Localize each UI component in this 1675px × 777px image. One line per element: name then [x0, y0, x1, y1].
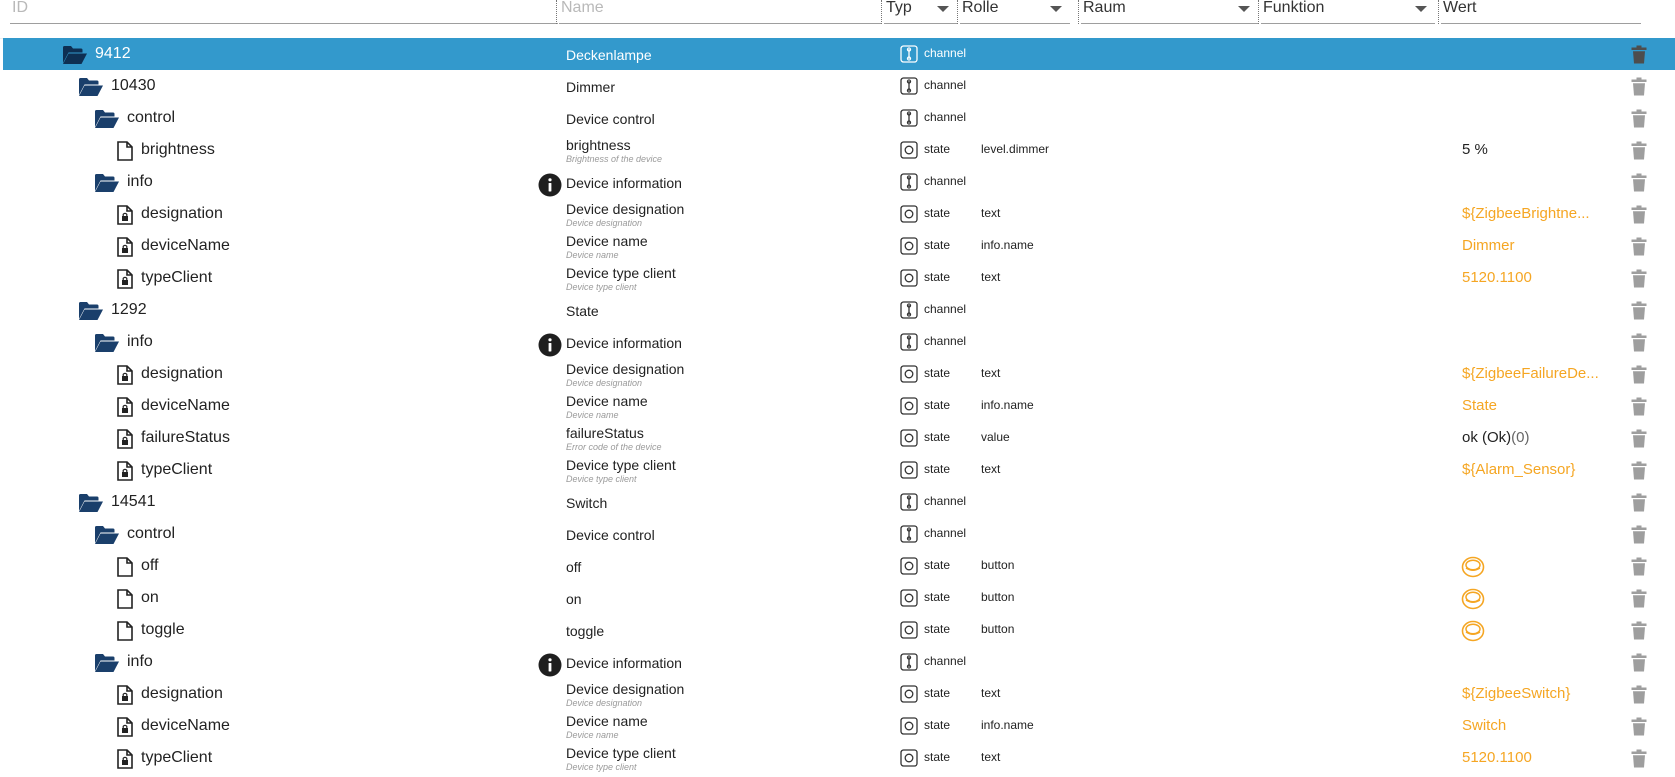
object-value[interactable] [1462, 749, 1532, 767]
trash-icon[interactable] [1631, 557, 1647, 576]
object-name: Device information [566, 655, 682, 671]
object-id: designation [141, 365, 223, 382]
folder-open-icon[interactable] [94, 333, 120, 353]
object-description: Device type client [566, 282, 637, 292]
object-id: typeClient [141, 461, 213, 478]
push-button-icon[interactable] [1461, 587, 1485, 611]
column-separator[interactable] [957, 0, 958, 24]
object-value[interactable] [1462, 237, 1515, 255]
object-tree [0, 26, 1675, 777]
table-row[interactable] [3, 486, 1675, 518]
table-row[interactable] [3, 646, 1675, 678]
object-role: button [981, 590, 1015, 604]
object-name: Device information [566, 335, 682, 351]
object-value[interactable] [1462, 141, 1488, 159]
object-description: Device designation [566, 378, 643, 388]
trash-icon[interactable] [1631, 493, 1647, 512]
file-lock-icon[interactable] [113, 365, 139, 385]
object-id: info [127, 173, 153, 190]
value-text: Dimmer [1462, 237, 1515, 254]
header-name-filter-input[interactable]: Name [559, 0, 881, 24]
value-text: ok (Ok) [1462, 429, 1512, 446]
channel-icon [900, 493, 918, 511]
info-icon[interactable] [538, 173, 562, 197]
object-role: value [981, 430, 1010, 444]
object-type: channel [924, 654, 967, 668]
object-description: Error code of the device [566, 442, 662, 452]
trash-icon[interactable] [1631, 205, 1647, 224]
trash-icon[interactable] [1631, 429, 1647, 448]
state-icon [900, 589, 918, 607]
value-text: ${ZigbeeBrightne... [1462, 205, 1590, 222]
trash-icon[interactable] [1631, 525, 1647, 544]
header-wert-label: Wert [1441, 0, 1641, 24]
trash-icon[interactable] [1631, 77, 1647, 96]
trash-icon[interactable] [1631, 365, 1647, 384]
column-separator[interactable] [1258, 0, 1259, 24]
value-text: 5120.1100 [1462, 269, 1532, 286]
object-type: state [924, 206, 951, 220]
state-icon [900, 685, 918, 703]
channel-icon [900, 301, 918, 319]
value-text: 5 % [1462, 141, 1488, 158]
file-icon[interactable] [113, 589, 139, 609]
trash-icon[interactable] [1631, 269, 1647, 288]
trash-icon[interactable] [1631, 749, 1647, 768]
value-text: ${Alarm_Sensor} [1462, 461, 1576, 478]
value-text: ${ZigbeeFailureDe... [1462, 365, 1599, 382]
trash-icon[interactable] [1631, 397, 1647, 416]
table-row[interactable] [3, 454, 1675, 486]
trash-icon[interactable] [1631, 589, 1647, 608]
trash-icon[interactable] [1631, 621, 1647, 640]
object-id: deviceName [141, 397, 230, 414]
object-role: button [981, 622, 1015, 636]
object-id: off [141, 557, 159, 574]
folder-open-icon[interactable] [94, 173, 120, 193]
object-type: state [924, 430, 951, 444]
info-icon[interactable] [538, 653, 562, 677]
object-value[interactable] [1462, 685, 1570, 703]
header-funktion-filter-select[interactable]: Funktion [1261, 0, 1435, 24]
header-typ-filter-select[interactable]: Typ [884, 0, 957, 24]
object-name: Switch [566, 495, 608, 511]
channel-icon [900, 45, 918, 63]
object-type: state [924, 558, 951, 572]
object-type: state [924, 718, 951, 732]
object-type: channel [924, 334, 967, 348]
state-icon [900, 749, 918, 767]
value-raw: (0) [1511, 429, 1530, 446]
object-name: Deckenlampe [566, 47, 652, 63]
object-id: info [127, 333, 153, 350]
table-row[interactable] [3, 710, 1675, 742]
trash-icon[interactable] [1631, 717, 1647, 736]
file-lock-icon[interactable] [113, 461, 139, 481]
push-button-icon[interactable] [1461, 555, 1485, 579]
object-id: control [127, 109, 176, 126]
object-type: channel [924, 46, 967, 60]
object-name: Device type client [566, 457, 676, 473]
object-type: state [924, 686, 951, 700]
folder-open-icon[interactable] [78, 77, 104, 97]
channel-icon [900, 333, 918, 351]
column-separator[interactable] [881, 0, 882, 24]
object-role: text [981, 686, 1001, 700]
object-name: on [566, 591, 582, 607]
object-name: toggle [566, 623, 605, 639]
object-name: State [566, 303, 599, 319]
object-id: control [127, 525, 176, 542]
table-row[interactable] [3, 614, 1675, 646]
info-icon[interactable] [538, 333, 562, 357]
channel-icon [900, 173, 918, 191]
object-name: failureStatus [566, 425, 644, 441]
value-text: Switch [1462, 717, 1507, 734]
object-description: Device name [566, 250, 619, 260]
object-id: designation [141, 685, 223, 702]
object-role: text [981, 750, 1001, 764]
object-type: channel [924, 494, 967, 508]
channel-icon [900, 109, 918, 127]
object-id: failureStatus [141, 429, 230, 446]
object-name: Device name [566, 713, 648, 729]
header-rolle-filter-select[interactable]: Rolle [960, 0, 1070, 24]
object-id: designation [141, 205, 223, 222]
object-description: Device name [566, 730, 619, 740]
channel-icon [900, 77, 918, 95]
object-type: state [924, 750, 951, 764]
chevron-down-icon[interactable] [1415, 6, 1427, 12]
object-value[interactable] [1462, 429, 1530, 447]
object-name: Device name [566, 233, 648, 249]
value-text: 5120.1100 [1462, 749, 1532, 766]
state-icon [900, 141, 918, 159]
object-value[interactable] [1462, 717, 1506, 735]
object-name: Device name [566, 393, 648, 409]
object-name: Dimmer [566, 79, 615, 95]
object-value[interactable] [1462, 269, 1532, 287]
object-description: Device type client [566, 474, 637, 484]
file-lock-icon[interactable] [113, 397, 139, 417]
object-type: channel [924, 174, 967, 188]
file-lock-icon[interactable] [113, 269, 139, 289]
object-type: state [924, 366, 951, 380]
table-row[interactable] [3, 550, 1675, 582]
file-lock-icon[interactable] [113, 685, 139, 705]
folder-open-icon[interactable] [78, 493, 104, 513]
trash-icon[interactable] [1631, 301, 1647, 320]
file-lock-icon[interactable] [113, 205, 139, 225]
file-icon[interactable] [113, 557, 139, 577]
object-type: channel [924, 526, 967, 540]
column-separator[interactable] [556, 0, 557, 24]
folder-open-icon[interactable] [94, 109, 120, 129]
state-icon [900, 397, 918, 415]
trash-icon[interactable] [1631, 461, 1647, 480]
object-type: state [924, 590, 951, 604]
object-type: channel [924, 302, 967, 316]
trash-icon[interactable] [1631, 653, 1647, 672]
value-text: ${ZigbeeSwitch} [1462, 685, 1571, 702]
object-role: info.name [981, 398, 1034, 412]
file-lock-icon[interactable] [113, 429, 139, 449]
object-id: 10430 [111, 77, 156, 94]
object-role: button [981, 558, 1015, 572]
object-id: typeClient [141, 269, 213, 286]
table-row[interactable] [3, 70, 1675, 102]
object-id: brightness [141, 141, 215, 158]
state-icon [900, 557, 918, 575]
object-type: state [924, 462, 951, 476]
table-row[interactable] [3, 326, 1675, 358]
table-row[interactable] [3, 262, 1675, 294]
chevron-down-icon[interactable] [1050, 6, 1062, 12]
file-icon[interactable] [113, 621, 139, 641]
object-role: info.name [981, 238, 1034, 252]
state-icon [900, 621, 918, 639]
object-name: Device information [566, 175, 682, 191]
file-lock-icon[interactable] [113, 237, 139, 257]
object-type: channel [924, 78, 967, 92]
object-name: Device control [566, 527, 655, 543]
column-separator[interactable] [1438, 0, 1439, 24]
table-row[interactable] [3, 582, 1675, 614]
object-role: text [981, 462, 1001, 476]
object-type: state [924, 238, 951, 252]
file-icon[interactable] [113, 141, 139, 161]
object-role: text [981, 206, 1001, 220]
object-type: state [924, 398, 951, 412]
state-icon [900, 717, 918, 735]
trash-icon[interactable] [1631, 685, 1647, 704]
object-value[interactable] [1462, 461, 1575, 479]
object-description: Device type client [566, 762, 637, 772]
trash-icon[interactable] [1631, 45, 1647, 64]
object-name: Device designation [566, 361, 685, 377]
object-id: on [141, 589, 159, 606]
object-id: 14541 [111, 493, 156, 510]
object-role: text [981, 366, 1001, 380]
object-value[interactable] [1462, 205, 1590, 223]
state-icon [900, 205, 918, 223]
file-lock-icon[interactable] [113, 717, 139, 737]
state-icon [900, 461, 918, 479]
object-type: state [924, 270, 951, 284]
channel-icon [900, 653, 918, 671]
channel-icon [900, 525, 918, 543]
object-id: typeClient [141, 749, 213, 766]
object-type: channel [924, 110, 967, 124]
object-name: Device type client [566, 265, 676, 281]
header-id-filter-input[interactable]: ID [10, 0, 558, 24]
table-row[interactable] [3, 134, 1675, 166]
table-row[interactable] [3, 390, 1675, 422]
object-id: deviceName [141, 237, 230, 254]
object-description: Device name [566, 410, 619, 420]
value-text: State [1462, 397, 1498, 414]
trash-icon[interactable] [1631, 237, 1647, 256]
file-lock-icon[interactable] [113, 749, 139, 769]
header-raum-filter-select[interactable]: Raum [1081, 0, 1258, 24]
chevron-down-icon[interactable] [937, 6, 949, 12]
object-role: info.name [981, 718, 1034, 732]
table-row[interactable] [3, 230, 1675, 262]
object-name: Device designation [566, 201, 685, 217]
object-name: off [566, 559, 582, 575]
folder-open-icon[interactable] [94, 525, 120, 545]
object-type: state [924, 622, 951, 636]
object-description: Device designation [566, 698, 643, 708]
object-description: Brightness of the device [566, 154, 663, 164]
object-role: level.dimmer [981, 142, 1050, 156]
object-type: state [924, 142, 951, 156]
table-row[interactable] [3, 422, 1675, 454]
object-value[interactable] [1462, 365, 1599, 383]
trash-icon[interactable] [1631, 141, 1647, 160]
trash-icon[interactable] [1631, 109, 1647, 128]
trash-icon[interactable] [1631, 173, 1647, 192]
object-id: 9412 [95, 45, 131, 62]
object-value[interactable] [1462, 397, 1497, 415]
object-id: 1292 [111, 301, 147, 318]
push-button-icon[interactable] [1461, 619, 1485, 643]
table-row[interactable] [3, 742, 1675, 774]
table-row[interactable] [3, 198, 1675, 230]
object-name: Device designation [566, 681, 685, 697]
column-separator[interactable] [1078, 0, 1079, 24]
state-icon [900, 237, 918, 255]
table-header [0, 0, 1675, 26]
state-icon [900, 269, 918, 287]
folder-open-icon[interactable] [78, 301, 104, 321]
object-name: brightness [566, 137, 631, 153]
object-id: deviceName [141, 717, 230, 734]
state-icon [900, 429, 918, 447]
table-row[interactable] [3, 678, 1675, 710]
object-role: text [981, 270, 1001, 284]
table-row[interactable] [3, 358, 1675, 390]
object-name: Device control [566, 111, 655, 127]
table-row[interactable] [3, 294, 1675, 326]
folder-open-icon[interactable] [94, 653, 120, 673]
table-row[interactable] [3, 102, 1675, 134]
chevron-down-icon[interactable] [1238, 6, 1250, 12]
object-name: Device type client [566, 745, 676, 761]
table-row-selected[interactable] [3, 38, 1675, 70]
object-id: toggle [141, 621, 185, 638]
object-description: Device designation [566, 218, 643, 228]
table-row[interactable] [3, 518, 1675, 550]
trash-icon[interactable] [1631, 333, 1647, 352]
state-icon [900, 365, 918, 383]
table-row[interactable] [3, 166, 1675, 198]
folder-open-icon[interactable] [62, 45, 88, 65]
object-id: info [127, 653, 153, 670]
